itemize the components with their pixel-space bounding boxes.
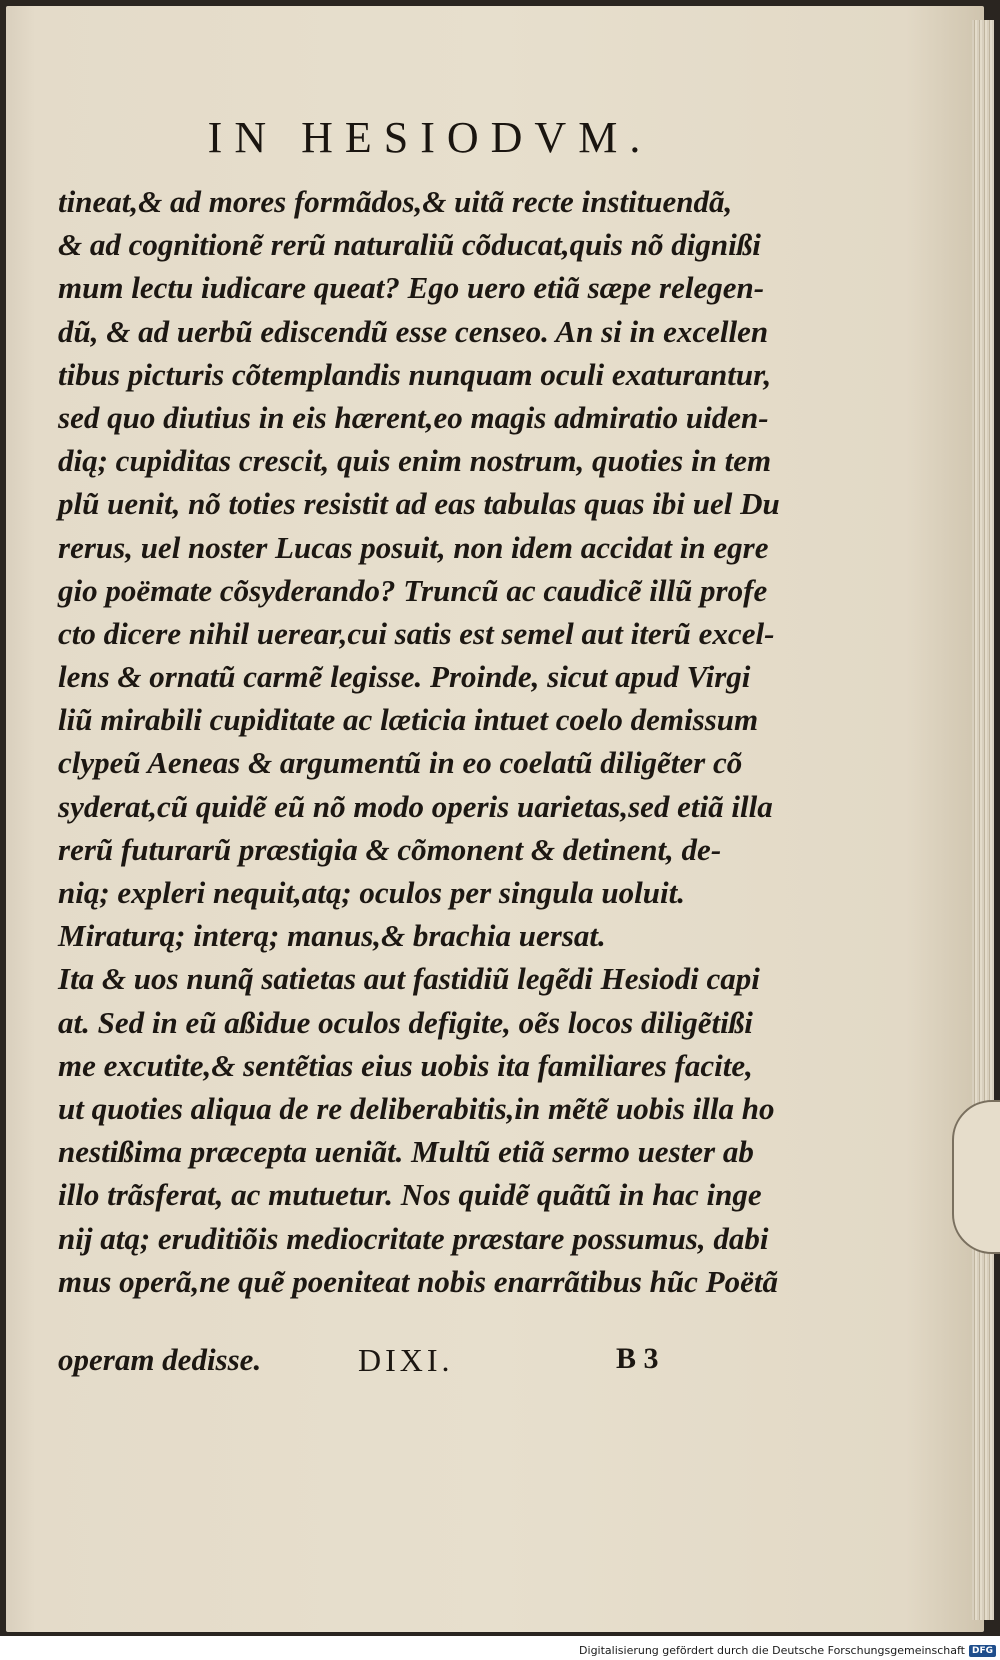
text-line: liũ mirabili cupiditate ac læticia intuet coelo demissum <box>58 702 759 738</box>
text-line: sed quo diutius in eis hærent,eo magis admiratio uiden- <box>58 399 769 435</box>
text-line: nestißima præcepta ueniãt. Multũ etiã sermo uester ab <box>58 1134 754 1170</box>
text-line: tineat,& ad mores formãdos,& uitã recte instituendã, <box>58 184 733 219</box>
text-line: rerus, uel noster Lucas posuit, non idem accidat in egre <box>58 529 769 565</box>
text-line: lens & ornatũ carmẽ legisse. Proinde, sicut apud Virgi <box>58 659 751 695</box>
dfg-logo: DFG <box>969 1645 996 1657</box>
text-line: gio poëmate cõsyderando? Truncũ ac caudicẽ illũ profe <box>58 572 768 608</box>
text-line: clypeũ Aeneas & argumentũ in eo coelatũ diligẽter cõ <box>58 745 743 781</box>
text-line: dią; cupiditas crescit, quis enim nostrum, quoties in tem <box>58 443 772 479</box>
credit-text: Digitalisierung gefördert durch die Deutsche Forschungsgemeinschaft <box>579 1644 965 1657</box>
text-line: ut quoties aliqua de re deliberabitis,in mẽtẽ uobis illa ho <box>58 1090 775 1126</box>
funding-credit <box>579 1644 996 1657</box>
text-line: nią; expleri nequit,atą; oculos per singula uoluit. <box>58 875 685 910</box>
text-line: at. Sed in eũ aßidue oculos defigite, oẽs locos diligẽtißi <box>58 1004 753 1040</box>
leaf-number: B 3 <box>616 1342 659 1375</box>
text-line: me excutite,& sentẽtias eius uobis ita familiares facite, <box>58 1047 753 1083</box>
text-line: tibus picturis cõtemplandis nunquam oculi exaturantur, <box>58 356 772 392</box>
page-footer <box>58 1342 798 1388</box>
text-line: cto dicere nihil uerear,cui satis est semel aut iterũ excel- <box>58 615 775 651</box>
text-line: Ita & uos nunq̃ satietas aut fastidiũ legẽdi Hesiodi capi <box>58 961 760 997</box>
catchword: operam dedisse. <box>58 1342 262 1377</box>
text-line: & ad cognitionẽ rerũ naturaliũ cõducat,quis nõ dignißi <box>58 227 761 263</box>
clasp-tab <box>952 1100 1000 1254</box>
text-line: mum lectu iudicare queat? Ego uero etiã sæpe relegen- <box>58 270 765 306</box>
text-line: dũ, & ad uerbũ ediscendũ esse censeo. An si in excellen <box>58 313 769 349</box>
text-line: syderat,cũ quidẽ eũ nõ modo operis uarietas,sed etiã illa <box>58 788 773 824</box>
running-title: IN HESIODVM. <box>207 113 653 162</box>
signature-mark: DIXI. <box>358 1342 454 1378</box>
text-line: mus operã,ne quẽ poeniteat nobis enarrãtibus hũc Poëtã <box>58 1263 778 1299</box>
text-line: illo trãsferat, ac mutuetur. Nos quidẽ quãtũ in hac inge <box>58 1177 762 1213</box>
text-line: Miraturą; interą; manus,& brachia uersat. <box>58 918 606 954</box>
text-line: plũ uenit, nõ toties resistit ad eas tabulas quas ibi uel Du <box>58 486 780 522</box>
text-line: nij atą; eruditiõis mediocritate præstare possumus, dabi <box>58 1220 769 1256</box>
text-line: rerũ futurarũ præstigia & cõmonent & detinent, de- <box>58 831 722 867</box>
text-block <box>58 180 818 1303</box>
page-fore-edge <box>972 20 994 1620</box>
